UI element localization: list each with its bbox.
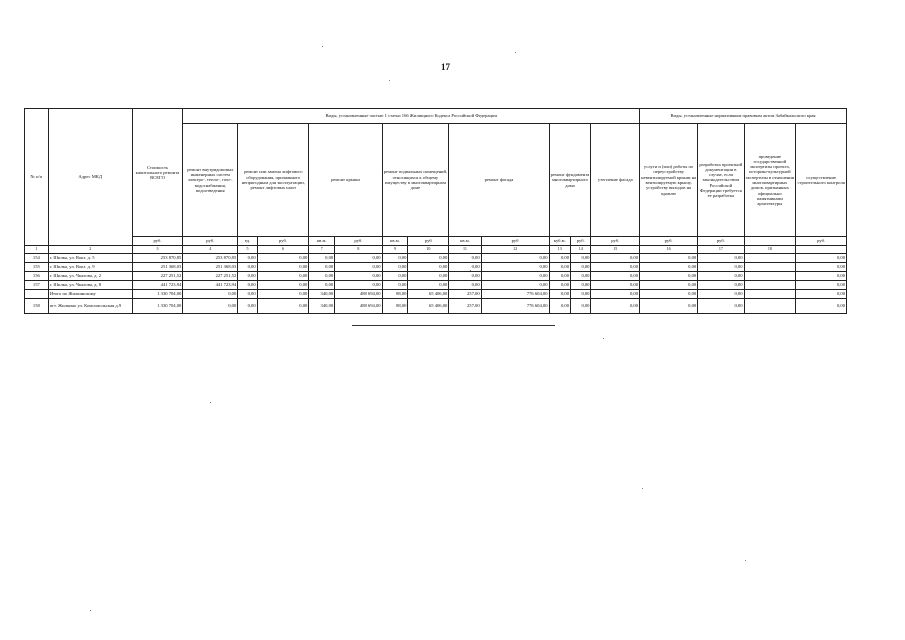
row-value: 0,00 <box>481 281 549 290</box>
column-index: 17 <box>698 246 744 254</box>
row-value: 0,00 <box>408 281 449 290</box>
row-value: 0,00 <box>382 272 408 281</box>
header-roof: ремонт крыши <box>309 124 382 237</box>
column-index <box>796 246 847 254</box>
row-value: 488 694,00 <box>335 290 382 299</box>
row-value: 0,00 <box>309 281 335 290</box>
row-value: 488 694,00 <box>335 299 382 314</box>
row-value: 0,00 <box>335 281 382 290</box>
row-value: 441 723,94 <box>132 281 183 290</box>
column-index: 16 <box>640 246 698 254</box>
row-value: 0,00 <box>549 281 571 290</box>
column-index: 14 <box>571 246 591 254</box>
header-services: услуги и (или) работы по переустройству невентилируемой крыши на вентилируемую крышу, устройству выходов на кровлю <box>640 124 698 237</box>
row-value: 0,00 <box>640 281 698 290</box>
row-value: 0,00 <box>382 263 408 272</box>
row-value: 0,00 <box>796 254 847 263</box>
row-address: г. Шилка, ул. Вокз. д. 9 <box>48 263 132 272</box>
row-value: 776 604,00 <box>481 299 549 314</box>
column-index: 9 <box>382 246 408 254</box>
row-value: 0,00 <box>796 272 847 281</box>
column-index: 1 <box>25 246 49 254</box>
scan-speck <box>389 80 390 81</box>
row-value: 0,00 <box>640 290 698 299</box>
row-value: 0,00 <box>238 263 257 272</box>
header-num: № п/п <box>25 109 49 246</box>
row-value: 0,00 <box>183 290 238 299</box>
unit-cell: руб. <box>571 237 591 246</box>
row-address: Итого по Жилкинскому <box>48 290 132 299</box>
row-number <box>25 290 49 299</box>
row-value: 0,00 <box>796 263 847 272</box>
row-value: 0,00 <box>449 254 481 263</box>
table-row <box>25 290 847 299</box>
table-row <box>25 263 847 272</box>
row-value: 251 368,03 <box>183 263 238 272</box>
row-value: 441 723,94 <box>183 281 238 290</box>
header-group-regional: Виды, установленные нормативным правовым актом Забайкальского края <box>640 109 847 124</box>
row-value: 227 251,52 <box>132 272 183 281</box>
row-value: 776 604,00 <box>481 290 549 299</box>
column-index: 5 <box>238 246 257 254</box>
column-index: 11 <box>449 246 481 254</box>
row-value: 227 251,52 <box>183 272 238 281</box>
row-value: 0,00 <box>698 272 744 281</box>
row-value: 0,00 <box>796 281 847 290</box>
header-insulation: утепление фасада <box>591 124 640 237</box>
row-value: 0,00 <box>571 254 591 263</box>
row-value: 0,00 <box>640 263 698 272</box>
row-value: 0,00 <box>591 263 640 272</box>
row-value: 0,00 <box>591 254 640 263</box>
unit-cell: руб. <box>132 237 183 246</box>
row-value: 0,00 <box>408 272 449 281</box>
row-value: 0,00 <box>238 299 257 314</box>
header-facade: ремонт фасада <box>449 124 549 237</box>
row-number: 156 <box>25 272 49 281</box>
unit-cell: кв.м. <box>309 237 335 246</box>
row-value <box>744 290 796 299</box>
row-value: 0,00 <box>571 299 591 314</box>
row-value: 340,00 <box>309 299 335 314</box>
row-number: 155 <box>25 263 49 272</box>
unit-cell: руб. <box>183 237 238 246</box>
row-value: 253 870,85 <box>183 254 238 263</box>
scan-speck <box>90 610 91 611</box>
row-value: 0,00 <box>238 272 257 281</box>
header-control: осуществление строительного контроля <box>796 124 847 237</box>
unit-cell: руб. <box>640 237 698 246</box>
row-value <box>744 272 796 281</box>
column-index: 12 <box>481 246 549 254</box>
unit-cell: кв.м. <box>382 237 408 246</box>
scan-speck <box>210 402 211 403</box>
row-value: 0,00 <box>698 281 744 290</box>
row-number: 157 <box>25 281 49 290</box>
row-value: 340,00 <box>309 290 335 299</box>
column-index: 13 <box>549 246 571 254</box>
scan-speck <box>515 52 516 53</box>
row-value: 0,00 <box>238 290 257 299</box>
unit-cell: руб <box>408 237 449 246</box>
row-value: 0,00 <box>183 299 238 314</box>
row-address: г. Шилка, ул. Чкалова, д. 8 <box>48 281 132 290</box>
unit-cell: руб. <box>335 237 382 246</box>
column-index: 10 <box>408 246 449 254</box>
row-value <box>744 281 796 290</box>
row-value: 0,00 <box>335 272 382 281</box>
row-number: 154 <box>25 254 49 263</box>
header-design: разработка проектной документации в случае, если законодательством Российской Федерации требуется ее разработка <box>698 124 744 237</box>
scan-speck <box>470 270 471 271</box>
page-number: 17 <box>441 62 450 72</box>
row-value: 257,00 <box>449 299 481 314</box>
row-number: 158 <box>25 299 49 314</box>
row-value: 0,00 <box>698 254 744 263</box>
header-foundation: ремонт фундамента многоквартирного дома <box>549 124 591 237</box>
row-value: 0,00 <box>257 263 309 272</box>
row-value: 0,00 <box>698 290 744 299</box>
header-address: Адрес МКД <box>48 109 132 246</box>
row-value: 0,00 <box>796 299 847 314</box>
row-value: 0,00 <box>335 254 382 263</box>
row-value: 88,00 <box>382 290 408 299</box>
row-value: 0,00 <box>591 290 640 299</box>
row-value: 0,00 <box>549 299 571 314</box>
row-value: 0,00 <box>571 272 591 281</box>
header-engineering: ремонт внутридомовых инженерных систем электро-, тепло-, газо-, водоснабжения, водоотведения <box>183 124 238 237</box>
unit-cell: руб. <box>698 237 744 246</box>
row-value: 0,00 <box>335 263 382 272</box>
row-value: 0,00 <box>571 290 591 299</box>
row-value: 0,00 <box>309 263 335 272</box>
row-value: 251 368,03 <box>132 263 183 272</box>
row-value: 0,00 <box>309 254 335 263</box>
row-value: 0,00 <box>549 263 571 272</box>
row-value: 0,00 <box>408 263 449 272</box>
row-value: 0,00 <box>640 272 698 281</box>
capital-repair-table <box>24 108 847 314</box>
row-address: пгт. Жилкино ул. Комсомольская д.9 <box>48 299 132 314</box>
row-value <box>744 299 796 314</box>
row-value: 0,00 <box>698 299 744 314</box>
header-cost: Стоимость капитального ремонта ВСЕГО <box>132 109 183 237</box>
row-value: 0,00 <box>571 263 591 272</box>
table-row <box>25 272 847 281</box>
column-index: 15 <box>591 246 640 254</box>
row-value: 1 330 704,00 <box>132 299 183 314</box>
table-row <box>25 281 847 290</box>
header-expertise: проведение государственной экспертизы проекта, историко-культурной экспертизы в отношении многоквартирных домов, признанных официально памятниками архитектуры <box>744 124 796 237</box>
row-value: 0,00 <box>549 290 571 299</box>
column-index: 8 <box>335 246 382 254</box>
unit-cell: куб.м. <box>549 237 571 246</box>
unit-cell: руб. <box>257 237 309 246</box>
row-value: 0,00 <box>257 254 309 263</box>
scan-speck <box>642 488 643 489</box>
row-value: 1 330 704,00 <box>132 290 183 299</box>
scan-speck <box>603 338 604 339</box>
table-row <box>25 299 847 314</box>
header-group-zhk: Виды, установленные частью 1 статьи 166 Жилищного Кодекса Российской Федерации <box>183 109 640 124</box>
row-value <box>744 254 796 263</box>
unit-cell: руб. <box>796 237 847 246</box>
row-value <box>744 263 796 272</box>
bottom-rule <box>352 325 555 326</box>
row-value: 0,00 <box>571 281 591 290</box>
row-value: 0,00 <box>238 281 257 290</box>
row-value: 0,00 <box>591 299 640 314</box>
table-row <box>25 254 847 263</box>
row-value: 0,00 <box>481 263 549 272</box>
header-elevator: ремонт или замена лифтового оборудования, признанного непригодным для эксплуатации, ремонт лифтовых шахт <box>238 124 309 237</box>
header-basement: ремонт подвальных помещений, относящихся к общему имуществу в многоквартирном доме <box>382 124 449 237</box>
column-index: 3 <box>132 246 183 254</box>
row-value: 0,00 <box>238 254 257 263</box>
row-value: 0,00 <box>382 281 408 290</box>
row-value: 0,00 <box>481 254 549 263</box>
row-address: г. Шилка, ул. Чкалова, д. 2 <box>48 272 132 281</box>
scan-speck <box>745 560 746 561</box>
column-index: 2 <box>48 246 132 254</box>
unit-cell: ед. <box>238 237 257 246</box>
row-value: 0,00 <box>382 254 408 263</box>
row-value: 0,00 <box>449 281 481 290</box>
row-value: 0,00 <box>640 299 698 314</box>
row-value: 0,00 <box>449 272 481 281</box>
row-value: 0,00 <box>257 281 309 290</box>
row-value: 0,00 <box>449 263 481 272</box>
row-value: 0,00 <box>257 290 309 299</box>
column-index: 6 <box>257 246 309 254</box>
column-index: 4 <box>183 246 238 254</box>
row-value: 0,00 <box>549 272 571 281</box>
row-value: 0,00 <box>640 254 698 263</box>
row-value: 0,00 <box>257 299 309 314</box>
row-address: г. Шилка, ул. Вокз. д. 5 <box>48 254 132 263</box>
column-index: 7 <box>309 246 335 254</box>
unit-cell: кв.м. <box>449 237 481 246</box>
row-value: 0,00 <box>549 254 571 263</box>
row-value: 88,00 <box>382 299 408 314</box>
row-value: 253 870,85 <box>132 254 183 263</box>
unit-cell: руб. <box>591 237 640 246</box>
row-value: 0,00 <box>698 263 744 272</box>
column-index: 18 <box>744 246 796 254</box>
unit-cell <box>744 237 796 246</box>
row-value: 0,00 <box>309 272 335 281</box>
row-value: 0,00 <box>481 272 549 281</box>
row-value: 65 406,00 <box>408 299 449 314</box>
row-value: 0,00 <box>408 254 449 263</box>
row-value: 0,00 <box>591 272 640 281</box>
scan-speck <box>322 46 323 47</box>
row-value: 0,00 <box>796 290 847 299</box>
row-value: 257,00 <box>449 290 481 299</box>
row-value: 0,00 <box>591 281 640 290</box>
row-value: 65 406,00 <box>408 290 449 299</box>
row-value: 0,00 <box>257 272 309 281</box>
unit-cell: руб <box>481 237 549 246</box>
